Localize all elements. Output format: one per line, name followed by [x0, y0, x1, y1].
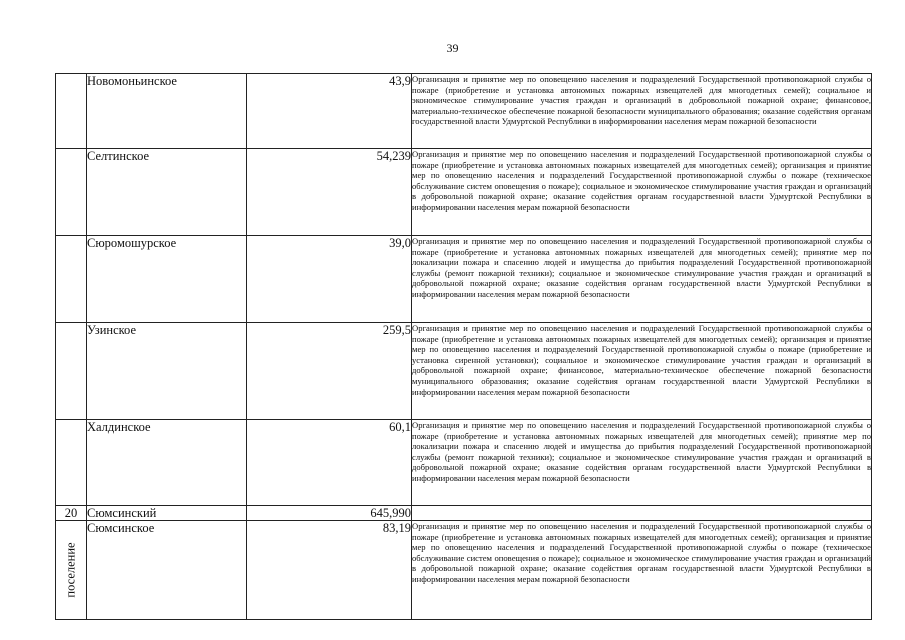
settlement-name: Сюмсинское [87, 521, 247, 620]
fire-safety-table [55, 73, 872, 620]
settlement-type-label: поселение [63, 542, 78, 598]
page-number: 39 [446, 41, 459, 55]
table-row [56, 323, 872, 420]
amount-value: 83,19 [247, 521, 412, 620]
measures-description: Организация и принятие мер по оповещению населения и подразделений Государственной противопожарной службы о пожаре (приобретение и установка автономных пожарных извещателей для многодетных семей); принятие мер по локализации пожара и спасению людей и имущества до прибытия подразделений Государственной противопожарной службы (ремонт пожарной техники); социальное и экономическое стимулирование участия граждан и организаций в добровольной пожарной охране; оказание содействия органам государственной власти Удмуртской Республики в информировании населения мерам пожарной безопасности [412, 236, 872, 323]
measures-description: Организация и принятие мер по оповещению населения и подразделений Государственной противопожарной службы о пожаре (приобретение и установка автономных пожарных извещателей для многодетных семей); принятие мер по локализации пожара и спасению людей и имущества до прибытия подразделений Государственной противопожарной службы (ремонт пожарной техники); социальное и экономическое стимулирование участия граждан и организаций в добровольной пожарной охране; оказание содействия органам государственной власти Удмуртской Республики в информировании населения мерам пожарной безопасности [412, 420, 872, 506]
settlement-type-cell [56, 521, 87, 620]
table-row [56, 74, 872, 149]
settlement-name: Селтинское [87, 149, 247, 236]
table-row [56, 149, 872, 236]
table-row [56, 236, 872, 323]
amount-value: 39,0 [247, 236, 412, 323]
settlement-name: Узинское [87, 323, 247, 420]
measures-description: Организация и принятие мер по оповещению населения и подразделений Государственной противопожарной службы о пожаре (приобретение и установка автономных пожарных извещателей для многодетных семей); социальное и экономическое стимулирование участия граждан и организаций в добровольной пожарной охране; финансовое, материально-техническое обеспечение пожарной безопасности муниципального образования; оказание содействия органам государственной власти Удмуртской Республики в информировании населения мерам пожарной безопасности [412, 74, 872, 149]
amount-value: 43,9 [247, 74, 412, 149]
number-cell [56, 74, 87, 149]
number-cell [56, 420, 87, 506]
district-description [412, 506, 872, 521]
district-row [56, 506, 872, 521]
amount-value: 60,1 [247, 420, 412, 506]
district-name: Сюмсинский [87, 506, 247, 521]
table-row [56, 420, 872, 506]
settlement-name: Новомоньинское [87, 74, 247, 149]
number-cell [56, 149, 87, 236]
amount-value: 259,5 [247, 323, 412, 420]
measures-description: Организация и принятие мер по оповещению населения и подразделений Государственной противопожарной службы о пожаре (приобретение и установка автономных пожарных извещателей для многодетных семей); организация и принятие мер по оповещению населения и подразделений Государственной противопожарной службы о пожаре (приобретение и установка сиренной установки); социальное и экономическое стимулирование участия граждан и организаций в добровольной пожарной охране; финансовое, материально-техническое обеспечение пожарной безопасности муниципального образования; оказание содействия органам государственной власти Удмуртской Республики в информировании населения мерам пожарной безопасности [412, 323, 872, 420]
table-row [56, 521, 872, 620]
district-number: 20 [56, 506, 87, 521]
measures-description: Организация и принятие мер по оповещению населения и подразделений Государственной противопожарной службы о пожаре (приобретение и установка автономных пожарных извещателей для многодетных семей); организация и принятие мер по оповещению населения и подразделений Государственной противопожарной службы о пожаре (техническое обслуживание систем оповещения о пожаре); социальное и экономическое стимулирование участия граждан и организаций в добровольной пожарной охране; оказание содействия органам государственной власти Удмуртской Республики в информировании населения мерам пожарной безопасности [412, 521, 872, 620]
number-cell [56, 323, 87, 420]
measures-description: Организация и принятие мер по оповещению населения и подразделений Государственной противопожарной службы о пожаре (приобретение и установка автономных пожарных извещателей для многодетных семей); организация и принятие мер по оповещению населения и подразделений Государственной противопожарной службы о пожаре (техническое обслуживание систем оповещения о пожаре); социальное и экономическое стимулирование участия граждан и организаций в добровольной пожарной охране; оказание содействия органам государственной власти Удмуртской Республики в информировании населения мерам пожарной безопасности [412, 149, 872, 236]
amount-value: 54,239 [247, 149, 412, 236]
settlement-name: Сюромошурское [87, 236, 247, 323]
number-cell [56, 236, 87, 323]
district-amount: 645,990 [247, 506, 412, 521]
settlement-name: Халдинское [87, 420, 247, 506]
